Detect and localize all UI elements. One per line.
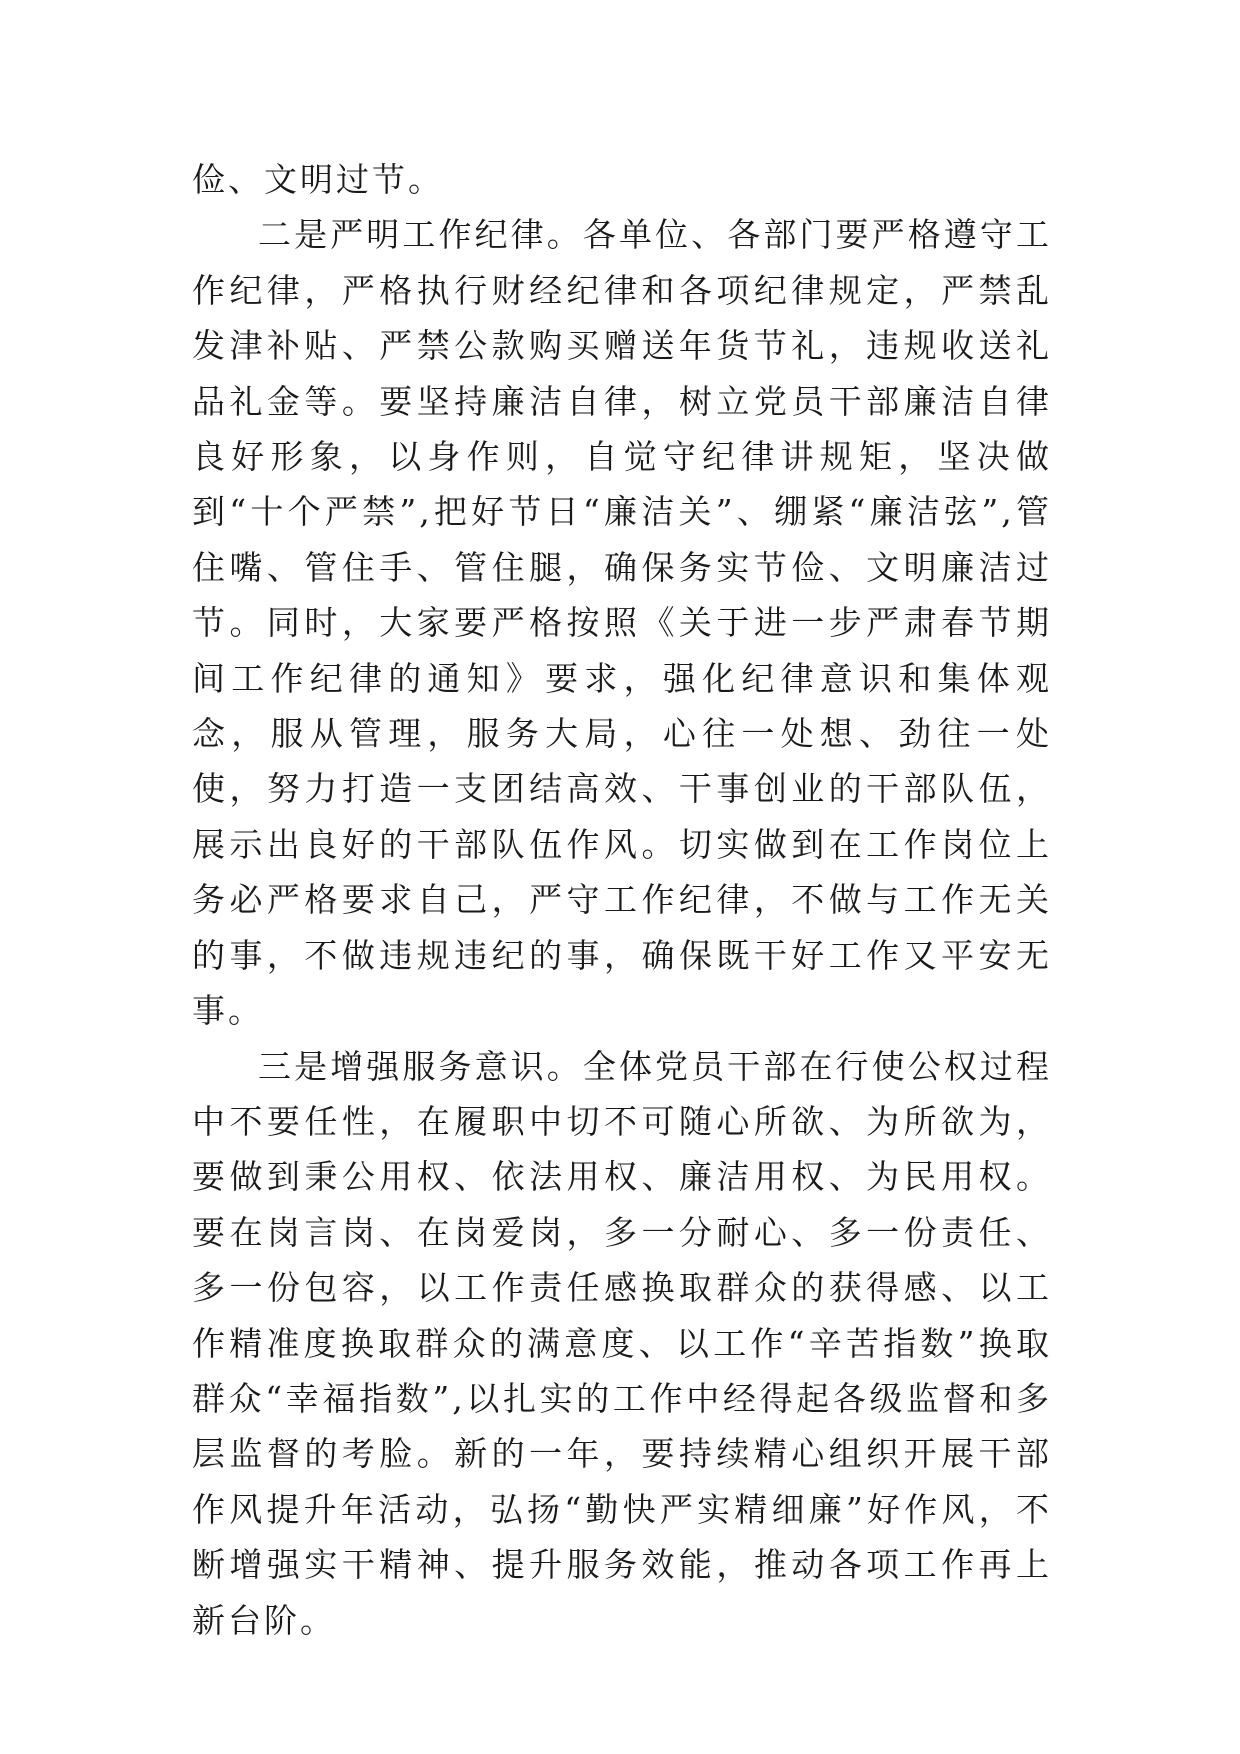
document-body bbox=[192, 152, 1052, 1648]
paragraph-continuation: 俭、文明过节。 bbox=[192, 160, 444, 199]
paragraph-service-awareness: 三是增强服务意识。全体党员干部在行使公权过程中不要任性，在履职中切不可随心所欲、为所欲为，要做到秉公用权、依法用权、廉洁用权、为民用权。要在岗言岗、在岗爱岗，多一分耐心、多一份责任、多一份包容，以工作责任感换取群众的获得感、以工作精准度换取群众的满意度、以工作“辛苦指数”换取群众“幸福指数”,以扎实的工作中经得起各级监督和多层监督的考脸。新的一年，要持续精心组织开展干部作风提升年活动，弘扬“勤快严实精细廉”好作风，不断增强实干精神、提升服务效能，推动各项工作再上新台阶。 bbox=[192, 1046, 1052, 1640]
paragraph-work-discipline: 二是严明工作纪律。各单位、各部门要严格遵守工作纪律，严格执行财经纪律和各项纪律规定，严禁乱发津补贴、严禁公款购买赠送年货节礼，违规收送礼品礼金等。要坚持廉洁自律，树立党员干部廉洁自律良好形象，以身作则，自觉守纪律讲规矩，坚决做到“十个严禁”,把好节日“廉洁关”、绷紧“廉洁弦”,管住嘴、管住手、管住腿，确保务实节俭、文明廉洁过节。同时，大家要严格按照《关于进一步严肃春节期间工作纪律的通知》要求，强化纪律意识和集体观念，服从管理，服务大局，心往一处想、劲往一处使，努力打造一支团结高效、干事创业的干部队伍，展示出良好的干部队伍作风。切实做到在工作岗位上务必严格要求自己，严守工作纪律，不做与工作无关的事，不做违规违纪的事，确保既干好工作又平安无事。 bbox=[192, 215, 1052, 1031]
